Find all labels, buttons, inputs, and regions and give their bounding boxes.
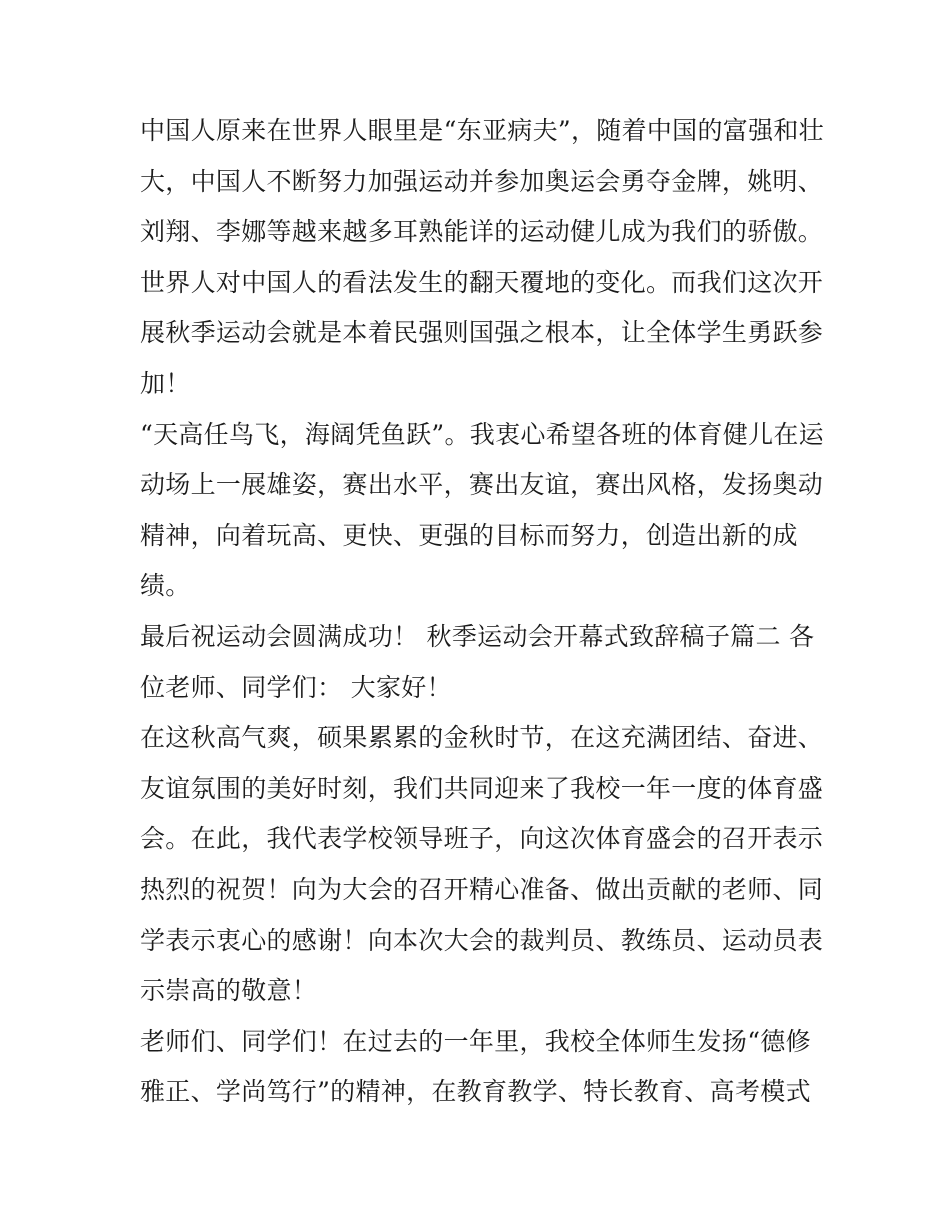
text-line: “天高任鸟飞，海阔凭鱼跃”。我衷心希望各班的体育健儿在运 — [140, 419, 824, 449]
text-line: 在这秋高气爽，硕果累累的金秋时节，在这充满团结、奋进、 — [140, 723, 824, 753]
text-line: 绩。 — [140, 571, 191, 601]
text-line: 刘翔、李娜等越来越多耳熟能详的运动健儿成为我们的骄傲。 — [140, 217, 824, 247]
text-line: 友谊氛围的美好时刻，我们共同迎来了我校一年一度的体育盛 — [140, 773, 824, 803]
text-line: 展秋季运动会就是本着民强则国强之根本，让全体学生勇跃参 — [140, 318, 824, 348]
text-line: 中国人原来在世界人眼里是“东亚病夫”，随着中国的富强和壮 — [140, 116, 824, 145]
text-line: 会。在此，我代表学校领导班子，向这次体育盛会的召开表示 — [140, 824, 824, 854]
text-line: 位老师、同学们： 大家好！ — [140, 672, 452, 702]
text-line: 加！ — [140, 368, 191, 398]
text-line: 热烈的祝贺！向为大会的召开精心准备、做出贡献的老师、同 — [140, 874, 824, 904]
text-line: 动场上一展雄姿，赛出水平，赛出友谊，赛出风格，发扬奥动 — [140, 470, 824, 500]
text-line: 示崇高的敬意！ — [140, 976, 318, 1006]
text-line: 世界人对中国人的看法发生的翻天覆地的变化。而我们这次开 — [140, 267, 824, 297]
text-line: 雅正、学尚笃行”的精神，在教育教学、特长教育、高考模式 — [140, 1077, 811, 1107]
text-line: 老师们、同学们！在过去的一年里，我校全体师生发扬“德修 — [140, 1026, 811, 1056]
document-body — [140, 106, 824, 1118]
text-line: 最后祝运动会圆满成功！ 秋季运动会开幕式致辞稿子篇二 各 — [140, 621, 815, 651]
text-line: 精神，向着玩高、更快、更强的目标而努力，创造出新的成 — [140, 520, 798, 550]
text-line: 学表示衷心的感谢！向本次大会的裁判员、教练员、运动员表 — [140, 925, 824, 955]
text-line: 大，中国人不断努力加强运动并参加奥运会勇夺金牌，姚明、 — [140, 166, 824, 196]
